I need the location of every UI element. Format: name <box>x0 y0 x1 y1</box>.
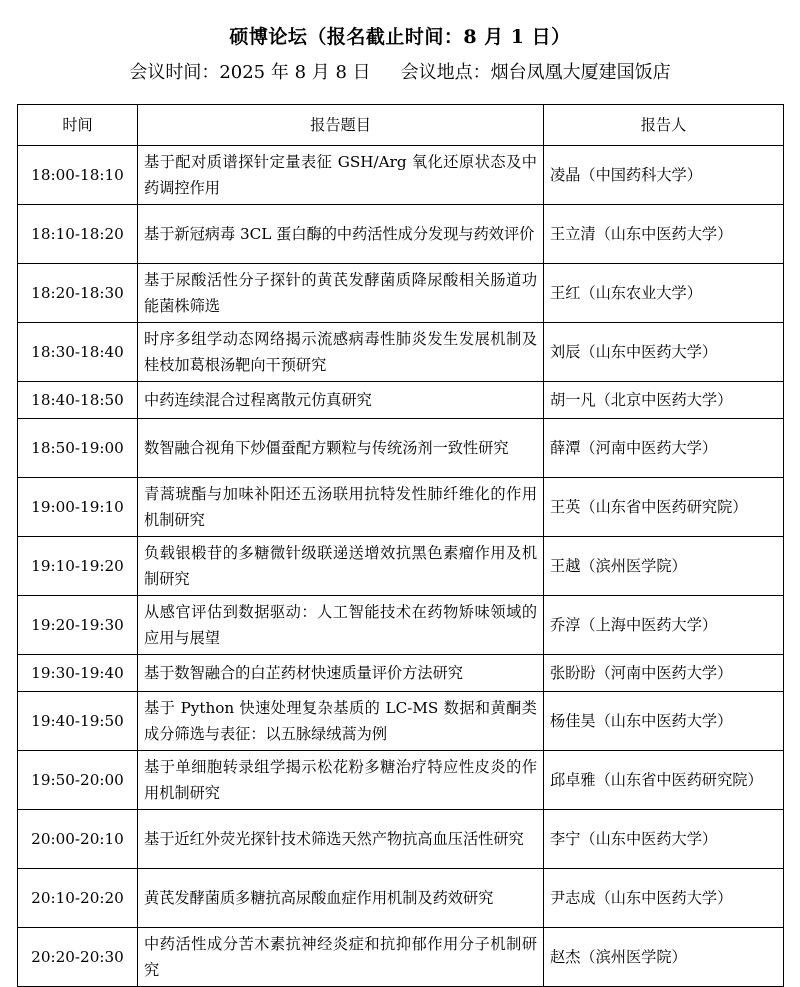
speaker-cell: 张盼盼（河南中医药大学） <box>544 655 784 692</box>
table-row <box>18 323 784 382</box>
table-row <box>18 751 784 810</box>
topic-cell: 基于尿酸活性分子探针的黄芪发酵菌质降尿酸相关肠道功能菌株筛选 <box>138 264 544 323</box>
table-row <box>18 264 784 323</box>
time-cell: 20:00-20:10 <box>18 810 138 869</box>
table-header-row <box>18 105 784 146</box>
topic-cell: 基于近红外荧光探针技术筛选天然产物抗高血压活性研究 <box>138 810 544 869</box>
topic-cell: 基于单细胞转录组学揭示松花粉多糖治疗特应性皮炎的作用机制研究 <box>138 751 544 810</box>
time-cell: 18:00-18:10 <box>18 146 138 205</box>
table-row <box>18 537 784 596</box>
topic-cell: 青蒿琥酯与加味补阳还五汤联用抗特发性肺纤维化的作用机制研究 <box>138 478 544 537</box>
topic-cell: 基于数智融合的白芷药材快速质量评价方法研究 <box>138 655 544 692</box>
speaker-cell: 凌晶（中国药科大学） <box>544 146 784 205</box>
time-cell: 19:10-19:20 <box>18 537 138 596</box>
speaker-cell: 邱卓雅（山东省中医药研究院） <box>544 751 784 810</box>
speaker-cell: 王越（滨州医学院） <box>544 537 784 596</box>
table-row <box>18 382 784 419</box>
time-cell: 19:50-20:00 <box>18 751 138 810</box>
time-cell: 19:20-19:30 <box>18 596 138 655</box>
speaker-cell: 胡一凡（北京中医药大学） <box>544 382 784 419</box>
topic-cell: 从感官评估到数据驱动：人工智能技术在药物矫味领域的应用与展望 <box>138 596 544 655</box>
topic-cell: 负载银椴苷的多糖微针级联递送增效抗黑色素瘤作用及机制研究 <box>138 537 544 596</box>
topic-cell: 中药活性成分苦木素抗神经炎症和抗抑郁作用分子机制研究 <box>138 928 544 987</box>
document-title: 硕博论坛（报名截止时间：8 月 1 日） <box>229 26 571 48</box>
table-row <box>18 419 784 478</box>
time-cell: 18:10-18:20 <box>18 205 138 264</box>
time-cell: 18:50-19:00 <box>18 419 138 478</box>
table-row <box>18 810 784 869</box>
speaker-cell: 王红（山东农业大学） <box>544 264 784 323</box>
topic-cell: 黄芪发酵菌质多糖抗高尿酸血症作用机制及药效研究 <box>138 869 544 928</box>
speaker-cell: 薛潭（河南中医药大学） <box>544 419 784 478</box>
header-time: 时间 <box>18 105 138 146</box>
schedule-table <box>17 104 784 987</box>
time-cell: 18:30-18:40 <box>18 323 138 382</box>
time-cell: 20:10-20:20 <box>18 869 138 928</box>
header-topic: 报告题目 <box>138 105 544 146</box>
table-row <box>18 205 784 264</box>
speaker-cell: 李宁（山东中医药大学） <box>544 810 784 869</box>
speaker-cell: 刘辰（山东中医药大学） <box>544 323 784 382</box>
meeting-location: 会议地点：烟台凤凰大厦建国饭店 <box>400 62 671 83</box>
table-row <box>18 692 784 751</box>
table-row <box>18 655 784 692</box>
speaker-cell: 杨佳昊（山东中医药大学） <box>544 692 784 751</box>
meeting-time: 会议时间：2025 年 8 月 8 日 <box>129 62 371 83</box>
time-cell: 19:40-19:50 <box>18 692 138 751</box>
topic-cell: 中药连续混合过程离散元仿真研究 <box>138 382 544 419</box>
table-row <box>18 478 784 537</box>
table-row <box>18 596 784 655</box>
time-cell: 20:20-20:30 <box>18 928 138 987</box>
time-cell: 18:40-18:50 <box>18 382 138 419</box>
speaker-cell: 赵杰（滨州医学院） <box>544 928 784 987</box>
header-speaker: 报告人 <box>544 105 784 146</box>
speaker-cell: 尹志成（山东中医药大学） <box>544 869 784 928</box>
speaker-cell: 王立清（山东中医药大学） <box>544 205 784 264</box>
time-cell: 19:00-19:10 <box>18 478 138 537</box>
topic-cell: 基于新冠病毒 3CL 蛋白酶的中药活性成分发现与药效评价 <box>138 205 544 264</box>
table-row <box>18 869 784 928</box>
topic-cell: 数智融合视角下炒僵蚕配方颗粒与传统汤剂一致性研究 <box>138 419 544 478</box>
topic-cell: 基于配对质谱探针定量表征 GSH/Arg 氧化还原状态及中药调控作用 <box>138 146 544 205</box>
speaker-cell: 王英（山东省中医药研究院） <box>544 478 784 537</box>
table-row <box>18 928 784 987</box>
speaker-cell: 乔淳（上海中医药大学） <box>544 596 784 655</box>
time-cell: 18:20-18:30 <box>18 264 138 323</box>
topic-cell: 基于 Python 快速处理复杂基质的 LC-MS 数据和黄酮类成分筛选与表征：以五脉绿绒蒿为例 <box>138 692 544 751</box>
time-cell: 19:30-19:40 <box>18 655 138 692</box>
topic-cell: 时序多组学动态网络揭示流感病毒性肺炎发生发展机制及桂枝加葛根汤靶向干预研究 <box>138 323 544 382</box>
meeting-info <box>0 60 800 86</box>
table-row <box>18 146 784 205</box>
